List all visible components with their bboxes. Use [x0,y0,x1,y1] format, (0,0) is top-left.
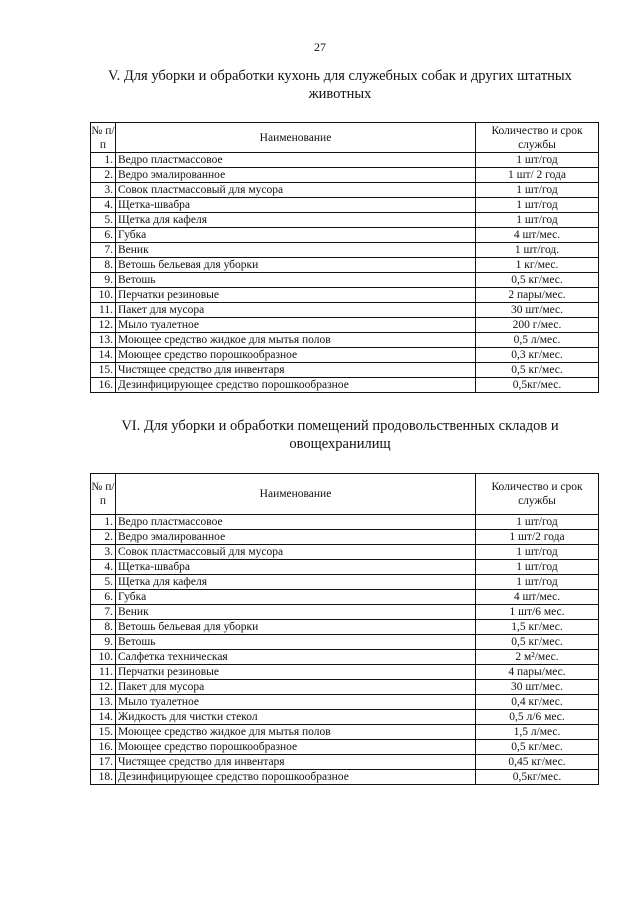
header-name: Наименование [116,123,476,153]
item-name: Мыло туалетное [116,318,476,333]
row-number: 4. [91,198,116,213]
item-quantity: 0,5 л/6 мес. [476,710,599,725]
item-quantity: 0,45 кг/мес. [476,755,599,770]
page-number: 27 [314,40,326,54]
item-quantity: 1 шт/год [476,198,599,213]
item-quantity: 1 шт/год [476,545,599,560]
row-number: 5. [91,213,116,228]
row-number: 10. [91,650,116,665]
table-row [91,620,599,635]
table-row [91,515,599,530]
row-number: 11. [91,303,116,318]
item-quantity: 1 шт/год [476,183,599,198]
row-number: 14. [91,348,116,363]
table-row [91,770,599,785]
row-number: 9. [91,273,116,288]
table-body [91,515,599,785]
row-number: 13. [91,695,116,710]
table-row [91,228,599,243]
table-row [91,273,599,288]
table-row [91,530,599,545]
item-name: Чистящее средство для инвентаря [116,363,476,378]
row-number: 3. [91,545,116,560]
item-name: Совок пластмассовый для мусора [116,545,476,560]
row-number: 9. [91,635,116,650]
item-quantity: 4 шт/мес. [476,228,599,243]
row-number: 6. [91,590,116,605]
item-name: Моющее средство порошкообразное [116,348,476,363]
header-qty: Количество и срок службы [476,474,599,515]
item-quantity: 1 шт/год [476,560,599,575]
table-row [91,153,599,168]
item-quantity: 0,5 кг/мес. [476,363,599,378]
table-row [91,710,599,725]
row-number: 10. [91,288,116,303]
row-number: 13. [91,333,116,348]
header-num: № п/п [91,474,116,515]
item-name: Ведро пластмассовое [116,153,476,168]
item-name: Пакет для мусора [116,303,476,318]
item-quantity: 0,5 кг/мес. [476,740,599,755]
item-name: Ветошь бельевая для уборки [116,258,476,273]
header-name: Наименование [116,474,476,515]
row-number: 2. [91,530,116,545]
table-row [91,198,599,213]
table-row [91,575,599,590]
table-row [91,183,599,198]
item-name: Совок пластмассовый для мусора [116,183,476,198]
item-quantity: 1 кг/мес. [476,258,599,273]
table-row [91,755,599,770]
item-name: Ветошь [116,273,476,288]
row-number: 6. [91,228,116,243]
item-quantity: 4 шт/мес. [476,590,599,605]
table-row [91,333,599,348]
item-quantity: 4 пары/мес. [476,665,599,680]
item-quantity: 0,3 кг/мес. [476,348,599,363]
row-number: 12. [91,680,116,695]
row-number: 15. [91,363,116,378]
table-row [91,318,599,333]
table-row [91,740,599,755]
item-name: Ветошь бельевая для уборки [116,620,476,635]
table-row [91,605,599,620]
item-name: Веник [116,605,476,620]
item-name: Ведро эмалированное [116,168,476,183]
table-row [91,243,599,258]
item-name: Перчатки резиновые [116,288,476,303]
table-row [91,680,599,695]
item-quantity: 1 шт/6 мес. [476,605,599,620]
item-name: Губка [116,228,476,243]
table-body [91,153,599,393]
table-row [91,665,599,680]
row-number: 3. [91,183,116,198]
item-quantity: 1 шт/год [476,153,599,168]
row-number: 5. [91,575,116,590]
item-name: Дезинфицирующее средство порошкообразное [116,770,476,785]
row-number: 8. [91,620,116,635]
item-quantity: 1 шт/2 года [476,530,599,545]
header-qty: Количество и срок службы [476,123,599,153]
section-title-v: V. Для уборки и обработки кухонь для служебных собак и других штатных животных [108,68,572,102]
item-name: Веник [116,243,476,258]
row-number: 8. [91,258,116,273]
item-name: Моющее средство жидкое для мытья полов [116,333,476,348]
table-row [91,378,599,393]
row-number: 15. [91,725,116,740]
item-quantity: 0,5 л/мес. [476,333,599,348]
item-quantity: 1,5 л/мес. [476,725,599,740]
table-row [91,725,599,740]
item-quantity: 1 шт/год. [476,243,599,258]
item-name: Пакет для мусора [116,680,476,695]
row-number: 11. [91,665,116,680]
item-name: Жидкость для чистки стекол [116,710,476,725]
row-number: 1. [91,515,116,530]
row-number: 17. [91,755,116,770]
item-quantity: 1 шт/ 2 года [476,168,599,183]
row-number: 2. [91,168,116,183]
item-name: Чистящее средство для инвентаря [116,755,476,770]
table-row [91,695,599,710]
row-number: 7. [91,243,116,258]
supplies-table-kitchens [90,122,599,393]
item-quantity: 0,4 кг/мес. [476,695,599,710]
item-quantity: 1 шт/год [476,213,599,228]
supplies-table-warehouses [90,473,599,785]
item-quantity: 0,5 кг/мес. [476,273,599,288]
row-number: 1. [91,153,116,168]
table-row [91,363,599,378]
item-name: Щетка для кафеля [116,575,476,590]
item-quantity: 30 шт/мес. [476,680,599,695]
item-quantity: 0,5кг/мес. [476,770,599,785]
item-name: Щетка для кафеля [116,213,476,228]
item-quantity: 2 м²/мес. [476,650,599,665]
table-row [91,560,599,575]
item-name: Моющее средство порошкообразное [116,740,476,755]
table-row [91,590,599,605]
item-name: Моющее средство жидкое для мытья полов [116,725,476,740]
table-row [91,303,599,318]
row-number: 14. [91,710,116,725]
row-number: 16. [91,378,116,393]
row-number: 18. [91,770,116,785]
item-quantity: 200 г/мес. [476,318,599,333]
header-num: № п/п [91,124,115,151]
item-name: Ветошь [116,635,476,650]
table-row [91,348,599,363]
table-row [91,545,599,560]
item-name: Мыло туалетное [116,695,476,710]
table-row [91,650,599,665]
item-quantity: 0,5 кг/мес. [476,635,599,650]
item-quantity: 1 шт/год [476,515,599,530]
row-number: 7. [91,605,116,620]
item-name: Ведро пластмассовое [116,515,476,530]
item-quantity: 30 шт/мес. [476,303,599,318]
row-number: 12. [91,318,116,333]
item-quantity: 2 пары/мес. [476,288,599,303]
table-row [91,258,599,273]
item-name: Щетка-швабра [116,198,476,213]
item-name: Ведро эмалированное [116,530,476,545]
section-title-vi: VI. Для уборки и обработки помещений продовольственных складов и овощехранилищ [121,418,559,452]
table-row [91,168,599,183]
item-name: Губка [116,590,476,605]
row-number: 4. [91,560,116,575]
item-quantity: 0,5кг/мес. [476,378,599,393]
table-row [91,635,599,650]
item-name: Щетка-швабра [116,560,476,575]
table-row [91,213,599,228]
item-name: Дезинфицирующее средство порошкообразное [116,378,476,393]
item-name: Перчатки резиновые [116,665,476,680]
row-number: 16. [91,740,116,755]
item-quantity: 1,5 кг/мес. [476,620,599,635]
item-quantity: 1 шт/год [476,575,599,590]
item-name: Салфетка техническая [116,650,476,665]
table-row [91,288,599,303]
